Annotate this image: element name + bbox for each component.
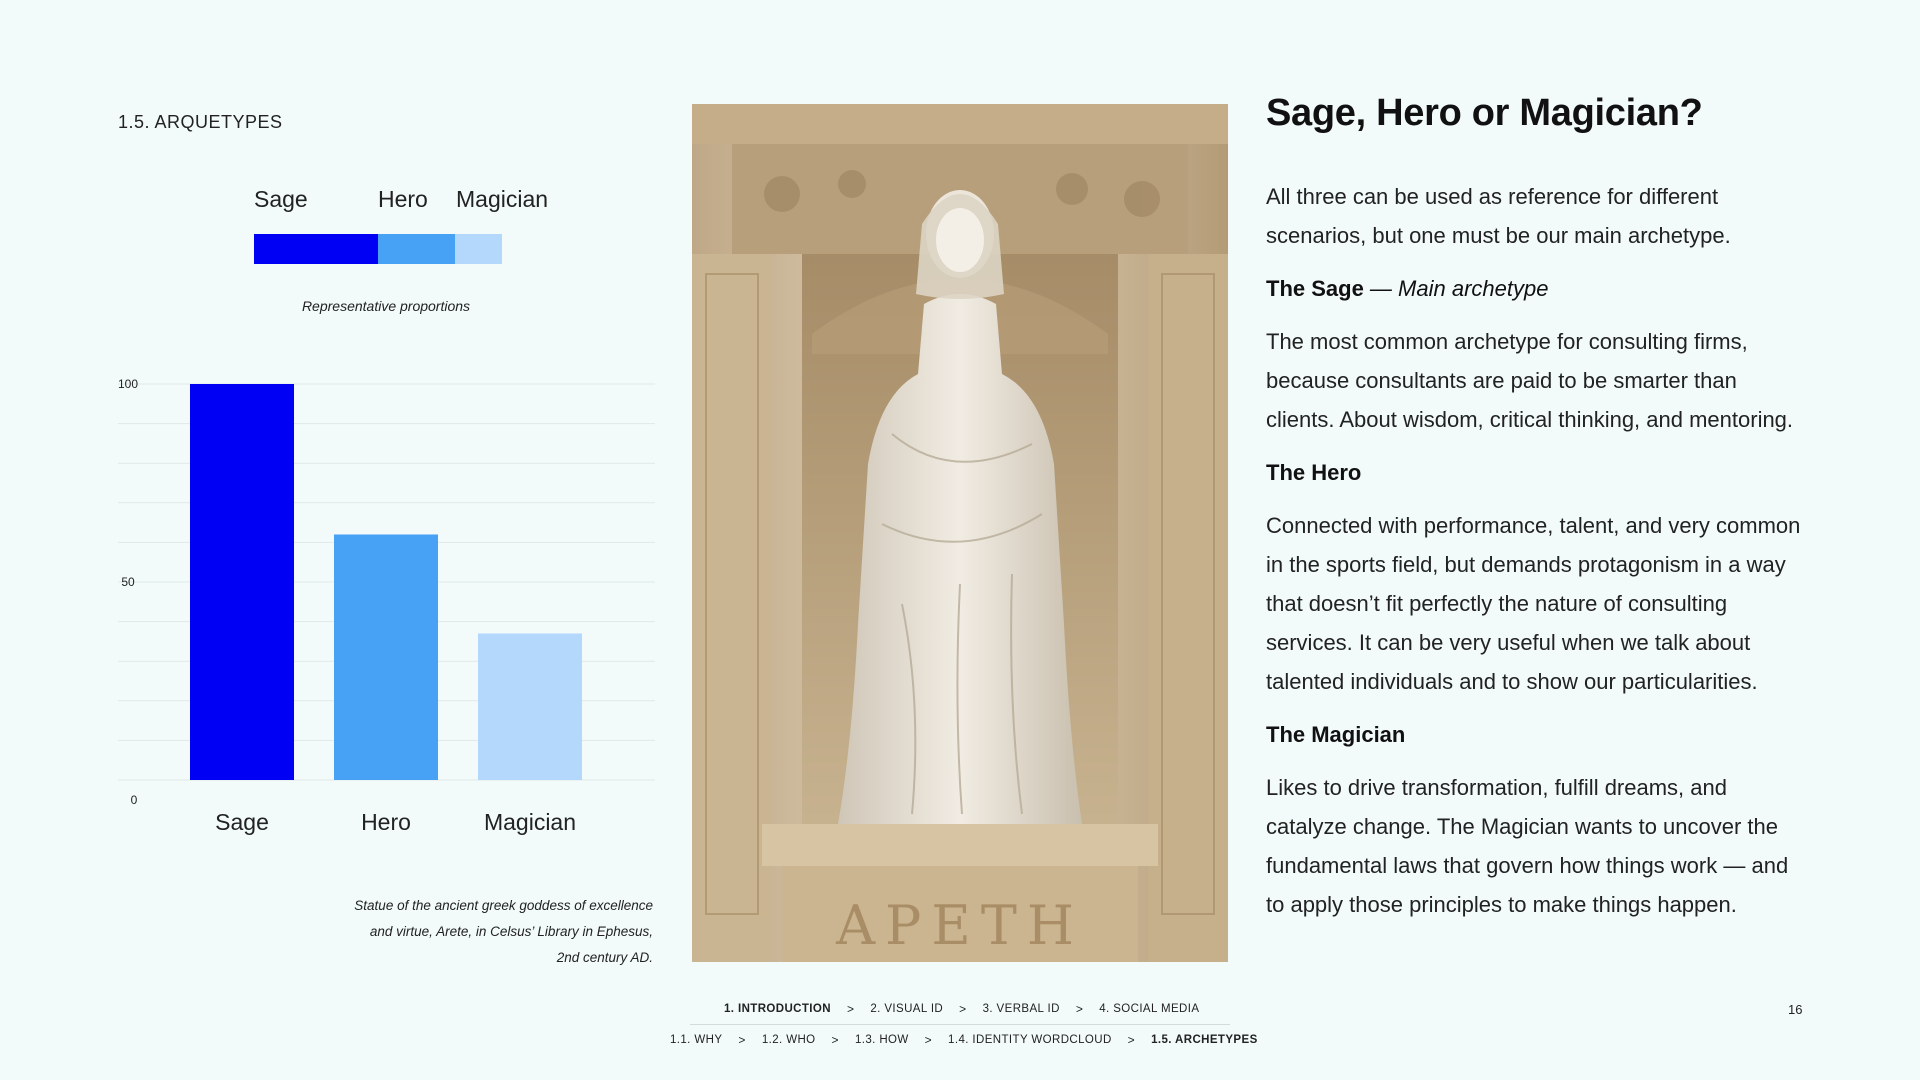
section-label: 1.5. ARQUETYPES [118,112,283,132]
primary-nav [724,1002,1199,1016]
proportion-segment-magician [455,234,502,264]
bar-sage [190,384,294,780]
statue-inscription: ΑΡΕΤΗ [836,894,1084,957]
secondary-nav-item[interactable]: 1.5. ARCHETYPES [1151,1034,1258,1046]
proportion-caption: Representative proportions [301,298,471,314]
headline: Sage, Hero or Magician? [1266,92,1703,134]
primary-nav-item[interactable]: 2. VISUAL ID [870,1003,944,1015]
y-tick-label: 50 [121,575,135,589]
proportion-legend [254,186,549,216]
sage-paragraph: The most common archetype for consulting firms, because consultants are paid to be smarter than clients. About wisdom, critical thinking, and mentoring. [1266,329,1794,432]
y-tick-label: 0 [130,793,138,807]
sage-title: The Sage [1266,276,1364,301]
proportion-label-hero: Hero [378,186,428,212]
image-caption: Statue of the ancient greek goddess of excellence and virtue, Arete, in Celsus’ Library in Ephesus, 2nd century AD. [354,898,653,965]
secondary-nav-item[interactable]: 1.3. HOW [854,1034,909,1046]
archetype-bar-chart [110,350,660,850]
nav-separator: > [831,1033,839,1047]
x-tick-label-sage: Sage [215,809,269,835]
proportion-bar [254,234,502,264]
statue-photo [692,104,1228,962]
sage-note: — Main archetype [1363,276,1549,301]
magician-heading: The Magician [1266,722,1406,747]
x-tick-label-hero: Hero [361,809,411,835]
secondary-nav-item[interactable]: 1.2. WHO [761,1034,816,1046]
proportion-segment-hero [378,234,455,264]
nav-separator: > [959,1002,967,1016]
x-tick-label-magician: Magician [483,809,577,835]
page-number: 16 [1788,1002,1803,1017]
bar-hero [334,534,438,780]
hero-paragraph: Connected with performance, talent, and very common in the sports field, but demands protagonism in a way that doesn’t fit perfectly the nature of consulting services. It can be very useful when we talk about talented individuals and to show our particularities. [1266,513,1801,694]
nav-separator: > [846,1002,855,1016]
primary-nav-item[interactable]: 3. VERBAL ID [982,1003,1060,1015]
nav-separator: > [1127,1033,1136,1047]
proportion-label-sage: Sage [254,186,308,212]
hero-heading: The Hero [1266,460,1362,485]
secondary-nav-item[interactable]: 1.4. IDENTITY WORDCLOUD [948,1034,1112,1046]
nav-divider [690,1024,1230,1025]
magician-paragraph: Likes to drive transformation, fulfill dreams, and catalyze change. The Magician wants to uncover the fundamental laws that govern how things work — and to apply those principles to make things happen. [1266,775,1789,917]
text-column [1266,92,1806,938]
y-tick-label: 100 [117,377,139,391]
proportion-segment-sage [254,234,378,264]
nav-separator: > [738,1033,746,1047]
sage-heading [1266,269,1806,308]
nav-separator: > [924,1033,933,1047]
bar-magician [478,633,582,780]
nav-separator: > [1075,1002,1084,1016]
proportion-label-magician: Magician [456,186,549,212]
primary-nav-item[interactable]: 4. SOCIAL MEDIA [1099,1003,1200,1015]
primary-nav-item[interactable]: 1. INTRODUCTION [724,1003,831,1015]
secondary-nav [670,1033,1258,1047]
statue-illustration [692,104,1228,962]
secondary-nav-item[interactable]: 1.1. WHY [670,1034,723,1046]
intro-paragraph: All three can be used as reference for different scenarios, but one must be our main archetype. [1266,184,1731,248]
